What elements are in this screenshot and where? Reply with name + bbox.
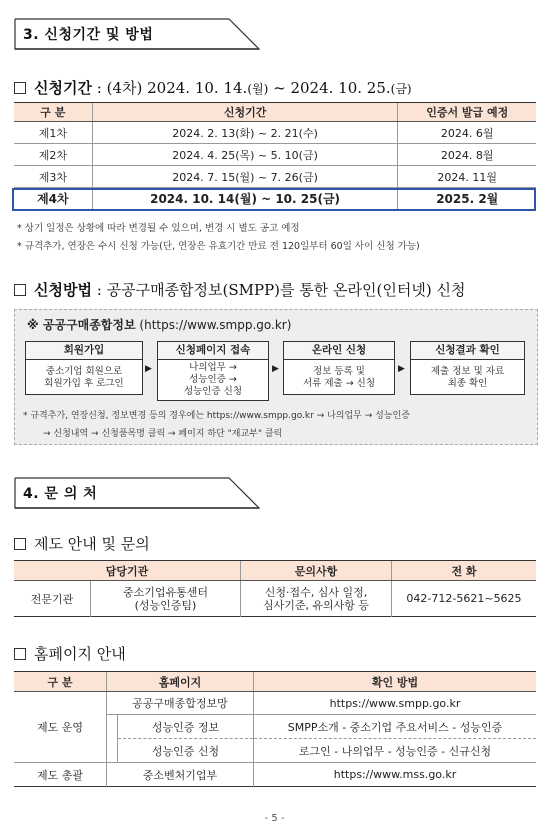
method-flow-box xyxy=(14,309,538,445)
table-row: 제1차 2024. 2. 13(화) ~ 2. 21(수) 2024. 6월 xyxy=(14,122,536,144)
col-header: 인증서 발급 예정 xyxy=(398,103,536,122)
table-row: 성능인증 신청 로그인 - 나의업무 - 성능인증 - 신규신청 xyxy=(14,739,536,763)
arrow-right-icon: ▶ xyxy=(272,364,279,374)
step-online-apply: 온라인 신청 정보 등록 및 서류 제출 → 신청 xyxy=(283,341,395,395)
checkbox-square-icon xyxy=(14,82,26,94)
table-row: 제3차 2024. 7. 15(월) ~ 7. 26(금) 2024. 11월 xyxy=(14,166,536,188)
table-row: 성능인증 정보 SMPP소개 - 중소기업 주요서비스 - 성능인증 xyxy=(14,715,536,739)
homepage-table xyxy=(14,671,536,787)
smpp-title: ※ 공공구매종합정보 (https://www.smpp.go.kr) xyxy=(27,318,292,332)
checkbox-square-icon xyxy=(14,538,26,550)
checkbox-square-icon xyxy=(14,648,26,660)
period-label: 신청기간 xyxy=(34,79,92,97)
col-header: 확인 방법 xyxy=(254,672,537,692)
period-heading: 신청기간 : (4차) 2024. 10. 14.(월) ~ 2024. 10. 25.(금) xyxy=(14,77,412,98)
step-access-page: 신청페이지 접속 나의업무 → 성능인증 → 성능인증 신청 xyxy=(157,341,269,401)
method-label: 신청방법 xyxy=(34,281,92,299)
col-header: 구 분 xyxy=(14,672,107,692)
schedule-note: * 상기 일정은 상황에 따라 변경될 수 있으며, 변경 시 별도 공고 예정 xyxy=(17,223,300,234)
section-3-header xyxy=(14,18,260,50)
smpp-url: (https://www.smpp.go.kr) xyxy=(139,318,292,332)
schedule-note: * 규격추가, 연장은 수시 신청 가능(단, 연장은 유효기간 만료 전 120일부터 60일 사이 신청 가능) xyxy=(17,241,420,252)
table-row-highlighted: 제4차 2024. 10. 14(월) ~ 10. 25(금) 2025. 2월 xyxy=(14,188,536,210)
inquiry-table xyxy=(14,560,536,617)
step-check-result: 신청결과 확인 제출 정보 및 자료 최종 확인 xyxy=(410,341,525,395)
col-header: 전 화 xyxy=(392,561,537,581)
table-row: 전문기관 중소기업유통센터 (성능인증팀) 신청·접수, 심사 일정, 심사기준, 유의사항 등 042-712-5621~5625 xyxy=(14,581,536,617)
col-header: 문의사항 xyxy=(241,561,392,581)
arrow-right-icon: ▶ xyxy=(398,364,405,374)
homepage-heading: 홈페이지 안내 xyxy=(14,643,126,664)
method-note: → 신청내역 → 신청품목명 클릭 → 페이지 하단 "재교부" 클릭 xyxy=(43,429,283,439)
col-header: 구 분 xyxy=(14,103,92,122)
page-number: - 5 - xyxy=(264,813,285,824)
col-header: 신청기간 xyxy=(92,103,398,122)
checkbox-square-icon xyxy=(14,284,26,296)
table-row: 제도 총괄 중소벤처기업부 https://www.mss.go.kr xyxy=(14,763,536,787)
col-header: 담당기관 xyxy=(14,561,241,581)
col-header: 홈페이지 xyxy=(107,672,254,692)
inquiry-heading: 제도 안내 및 문의 xyxy=(14,533,150,554)
section-title: 4. 문 의 처 xyxy=(23,486,98,502)
step-register: 회원가입 중소기업 회원으로 회원가입 후 로그인 xyxy=(25,341,143,395)
highlight-frame xyxy=(12,188,536,211)
table-row: 제도 운영 공공구매종합정보망 https://www.smpp.go.kr xyxy=(14,692,536,715)
method-heading: 신청방법 : 공공구매종합정보(SMPP)를 통한 온라인(인터넷) 신청 xyxy=(14,279,465,300)
section-4-header xyxy=(14,477,260,509)
method-note: * 규격추가, 연장신청, 정보변경 등의 경우에는 https://www.smpp.go.kr → 나의업무 → 성능인증 xyxy=(23,411,410,421)
arrow-right-icon: ▶ xyxy=(145,364,152,374)
section-title: 3. 신청기간 및 방법 xyxy=(23,27,154,43)
table-row: 제2차 2024. 4. 25(목) ~ 5. 10(금) 2024. 8월 xyxy=(14,144,536,166)
